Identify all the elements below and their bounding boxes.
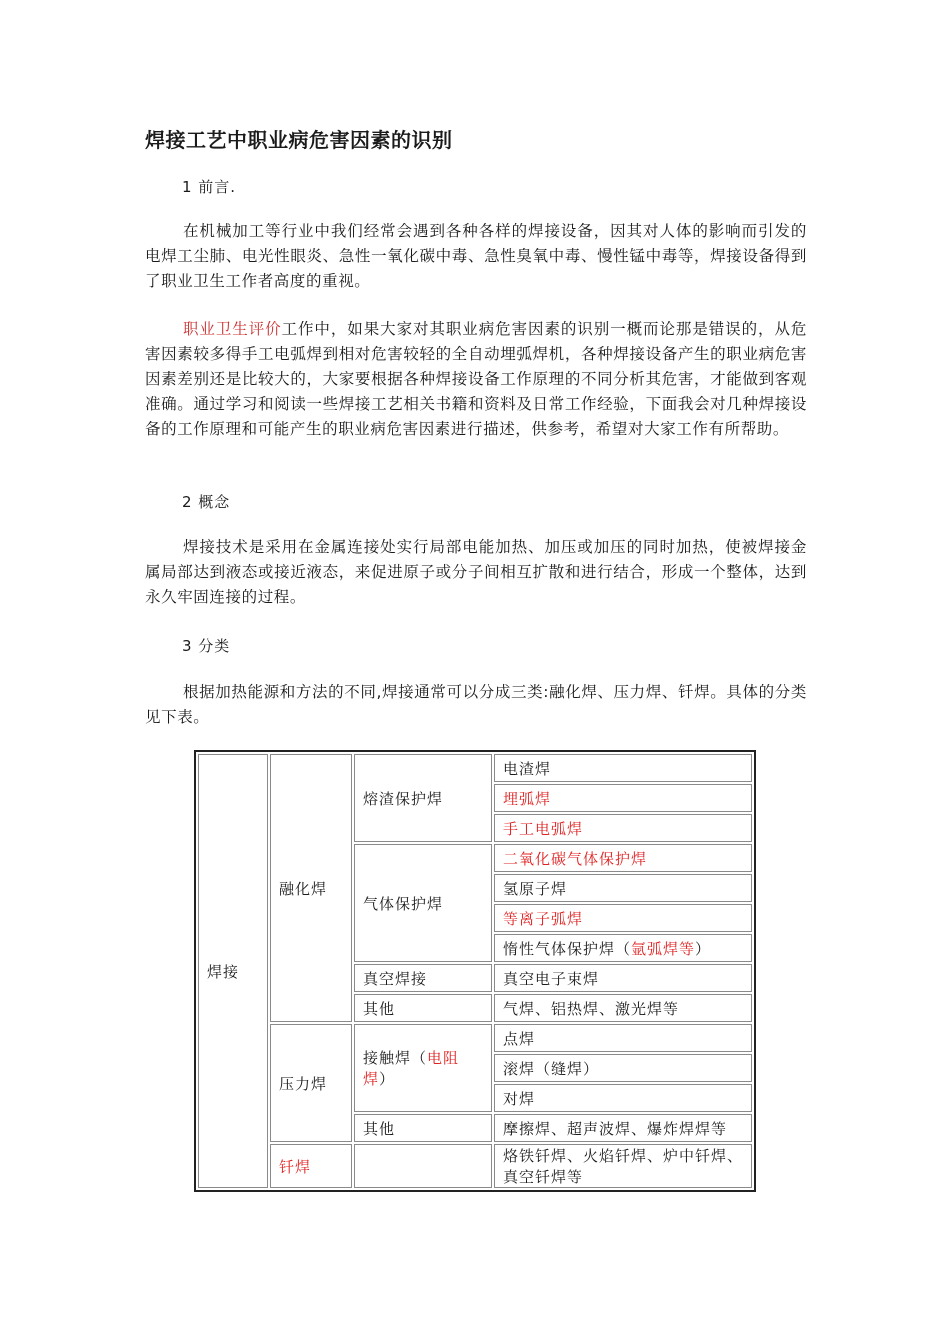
method-text: 真空电子束焊 [503, 969, 600, 988]
subtype-text: 熔渣保护焊 [363, 789, 444, 808]
method-text: 氢原子焊 [503, 879, 568, 898]
method-text: 烙铁钎焊、火焰钎焊、炉中钎焊、真空钎焊等 [503, 1147, 744, 1186]
welding-method-cell [494, 1084, 752, 1112]
paragraph-text: 根据加热能源和方法的不同,焊接通常可以分成三类:融化焊、压力焊、钎焊。具体的分类见下表。 [145, 683, 807, 726]
welding-method-cell [494, 964, 752, 992]
section-heading-1: 1 前言. [182, 178, 237, 196]
method-text: 二氧化碳气体保护焊 [503, 849, 648, 868]
paragraph-evaluation [145, 317, 807, 442]
paragraph-text: 工作中，如果大家对其职业病危害因素的识别一概而论那是错误的，从危害因素较多得手工电弧焊到相对危害较轻的全自动埋弧焊机，各种焊接设备产生的职业病危害因素差别还是比较大的，大家要根据各种焊接设备工作原理的不同分析其危害，才能做到客观准确。通过学习和阅读一些焊接工艺相关书籍和资料及日常工作经验，下面我会对几种焊接设备的工作原理和可能产生的职业病危害因素进行描述，供参考，希望对大家工作有所帮助。 [145, 320, 807, 438]
paragraph-concept [145, 535, 807, 610]
subtype-text: 其他 [363, 1119, 396, 1138]
welding-group-cell: 压力焊 [270, 1024, 352, 1142]
category-root-cell: 焊接 [198, 754, 268, 1188]
welding-method-cell [494, 1024, 752, 1052]
section-heading-3: 3 分类 [182, 637, 231, 655]
welding-group-cell: 融化焊 [270, 754, 352, 1022]
method-text: 等离子弧焊 [503, 909, 584, 928]
method-text: 摩擦焊、超声波焊、爆炸焊焊等 [503, 1119, 728, 1138]
welding-method-cell [494, 754, 752, 782]
table-row [198, 1024, 752, 1052]
method-text: 对焊 [503, 1089, 536, 1108]
subtype-text: 电阻焊 [363, 1049, 460, 1088]
welding-classification-table [194, 750, 756, 1192]
section-heading-2: 2 概念 [182, 493, 231, 511]
method-text: 埋弧焊 [503, 789, 552, 808]
paragraph-classification [145, 680, 807, 730]
method-text: 惰性气体保护焊（ [503, 939, 632, 958]
welding-subtype-cell [354, 1024, 492, 1112]
method-text: 点焊 [503, 1029, 536, 1048]
method-text: 电渣焊 [503, 759, 552, 778]
occupational-health-evaluation-link[interactable]: 职业卫生评价 [183, 320, 282, 338]
welding-subtype-cell [354, 964, 492, 992]
method-text: 气焊、铝热焊、激光焊等 [503, 999, 680, 1018]
subtype-text: ） [379, 1070, 396, 1088]
welding-method-cell [494, 934, 752, 962]
method-text: 氩弧焊等 [631, 939, 696, 958]
page-title: 焊接工艺中职业病危害因素的识别 [145, 128, 453, 152]
welding-subtype-cell [354, 1114, 492, 1142]
method-text: 滚焊（缝焊） [503, 1059, 600, 1078]
welding-method-cell [494, 1114, 752, 1142]
method-text: 手工电弧焊 [503, 819, 584, 838]
subtype-text: 真空焊接 [363, 969, 428, 988]
welding-method-cell [494, 1144, 752, 1188]
subtype-text: 其他 [363, 999, 396, 1018]
subtype-text: 气体保护焊 [363, 894, 444, 913]
welding-method-cell [494, 844, 752, 872]
welding-method-cell [494, 814, 752, 842]
welding-subtype-cell [354, 844, 492, 962]
method-text: ） [695, 939, 712, 958]
welding-method-cell [494, 874, 752, 902]
welding-method-cell [494, 784, 752, 812]
welding-group-cell: 钎焊 [270, 1144, 352, 1188]
paragraph-text: 在机械加工等行业中我们经常会遇到各种各样的焊接设备，因其对人体的影响而引发的电焊工尘肺、电光性眼炎、急性一氧化碳中毒、急性臭氧中毒、慢性锰中毒等，焊接设备得到了职业卫生工作者高度的重视。 [145, 222, 807, 290]
welding-subtype-cell [354, 994, 492, 1022]
welding-method-cell [494, 1054, 752, 1082]
subtype-text: 接触焊（ [363, 1049, 428, 1067]
welding-method-cell [494, 994, 752, 1022]
welding-subtype-cell [354, 754, 492, 842]
paragraph-text: 焊接技术是采用在金属连接处实行局部电能加热、加压或加压的同时加热，使被焊接金属局部达到液态或接近液态，来促进原子或分子间相互扩散和进行结合，形成一个整体，达到永久牢固连接的过程。 [145, 538, 807, 606]
paragraph-intro [145, 219, 807, 294]
welding-subtype-cell [354, 1144, 492, 1188]
table-row [198, 754, 752, 782]
welding-method-cell [494, 904, 752, 932]
table-row [198, 1144, 752, 1188]
